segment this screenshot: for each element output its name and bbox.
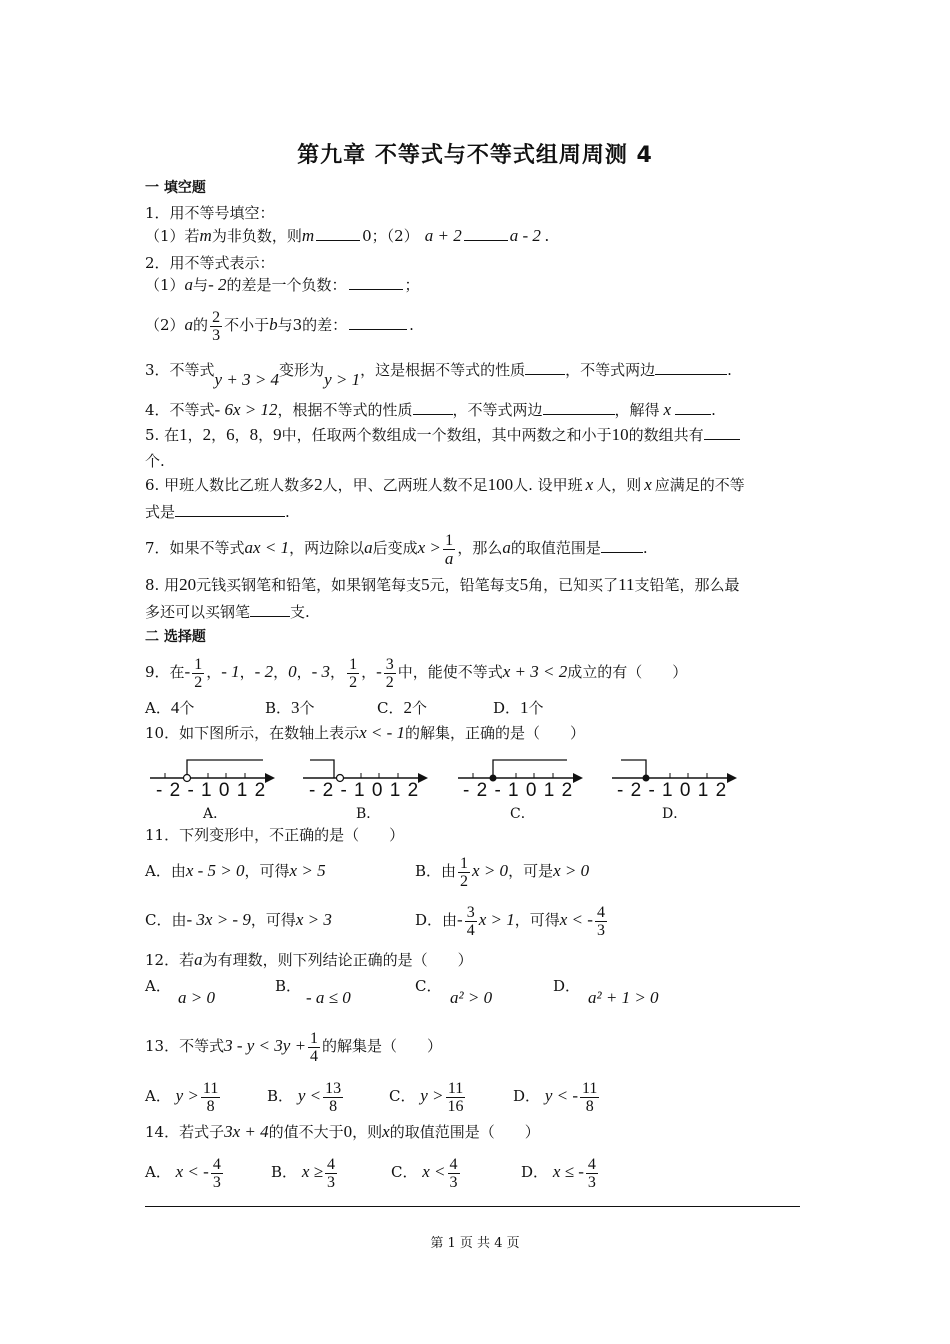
q3-text: . [727, 361, 732, 379]
q2-text: ； [404, 276, 420, 294]
q11-option-c[interactable]: C．由- 3x > - 9，可得x > 3 [145, 910, 332, 929]
q4 [145, 400, 716, 420]
fraction [210, 309, 222, 344]
num: 5 [421, 575, 430, 594]
q1-expr-right: a - 2 . [509, 226, 550, 245]
q8-text: 元，铅笔每支 [429, 576, 520, 594]
section-heading-choice: 二 选择题 [145, 629, 206, 645]
q12-exprs [178, 988, 659, 1008]
q4-text: . [711, 401, 716, 419]
num: 6 [226, 425, 235, 444]
blank [349, 329, 407, 330]
q10-expr: x < - 1 [359, 723, 406, 742]
num: 5 [519, 575, 529, 594]
q1-text: 为非负数，则 [211, 227, 302, 245]
q5-text: 的数组共有 [628, 426, 704, 444]
q14-option-d[interactable]: D． x ≤ - $\frac{4}{3}$ [521, 1155, 596, 1191]
q2-part1 [145, 275, 420, 295]
num: 2 [202, 425, 212, 444]
var-m: m [199, 226, 212, 245]
var-m: m [301, 226, 315, 245]
var-a: a [502, 538, 511, 557]
blank [464, 240, 508, 241]
q3-text: ，不等式两边 [565, 361, 656, 379]
q7-text: 的取值范围是 [510, 539, 601, 557]
num: 20 [179, 575, 197, 594]
q4-text: ，根据不等式的性质 [277, 401, 413, 419]
page-title: 第九章 不等式与不等式组周周测 4 [297, 143, 653, 168]
q9-options [145, 698, 544, 718]
q12-label-b: B． [275, 977, 302, 995]
section-heading-fill: 一 填空题 [145, 180, 206, 196]
q9-text: 中，能使不等式 [397, 663, 503, 681]
q12-stem: 12．若a为有理数，则下列结论正确的是（ ） [145, 950, 473, 969]
fraction: $\frac{1}{2}$ [349, 655, 358, 691]
q9-expr: x + 3 < 2 [502, 662, 568, 681]
q4-text: 4．不等式 [145, 401, 215, 419]
blank [704, 439, 740, 440]
fraction: $\frac{3}{2}$ [385, 655, 394, 691]
q2-text: 的差是一个负数： [226, 276, 347, 294]
q7-expr: ax < 1 [244, 538, 290, 557]
q2-neg2: - 2 [208, 275, 227, 294]
q6-text: . [285, 503, 290, 521]
num: 9 [273, 425, 282, 444]
q8-text: 角，已知买了 [528, 576, 619, 594]
q7-expr2: x > [417, 538, 441, 557]
q7-text: 后变成 [372, 539, 418, 557]
var-a: a [184, 315, 194, 334]
var-a: a [364, 538, 373, 557]
q6-line1 [145, 475, 745, 495]
q9-option-c[interactable]: C．2个 [377, 698, 427, 717]
q11-row1 [145, 850, 589, 892]
q14-option-b[interactable]: B． x ≥ $\frac{4}{3}$ [271, 1155, 335, 1191]
q5-line2: 个. [145, 452, 165, 470]
q11-option-a[interactable]: A．由x - 5 > 0，可得x > 5 [145, 861, 326, 880]
q3 [145, 353, 732, 387]
q13-options [145, 1074, 601, 1118]
q3-expr1: y + 3 > 4 [214, 370, 280, 389]
axis-label-b: - 2 - 1 0 1 2 [309, 780, 420, 801]
q6-text: 式是 [145, 503, 176, 521]
blank [601, 552, 643, 553]
fraction [443, 532, 456, 567]
q5-line1: 5. 在1，2，6，8，9中，任取两个数组成一个数组，其中两数之和小于10的数组共有 [145, 425, 740, 445]
axis-label-c: - 2 - 1 0 1 2 [463, 780, 574, 801]
q2-text: 的 [193, 316, 209, 334]
q10-text: 的解集，正确的是（ ） [405, 724, 586, 742]
blank [349, 289, 403, 290]
q1-stem: 1．用不等号填空： [145, 204, 275, 222]
blank [413, 414, 453, 415]
q6-text: 人，则 [596, 476, 642, 494]
q9-text: 成立的有（ ） [567, 663, 688, 681]
q9-option-a[interactable]: A．4个 [145, 698, 195, 717]
q2-text: 不小于 [224, 316, 270, 334]
blank [655, 374, 727, 375]
q2-stem: 2．用不等式表示： [145, 254, 275, 272]
q11-stem: 11．下列变形中，不正确的是（ ） [145, 826, 405, 844]
q6-text: 人. 设甲班 [513, 476, 583, 494]
num: 11 [618, 575, 635, 594]
var-x: x [644, 475, 652, 494]
q10-stem [145, 723, 585, 743]
page-footer: 第 1 页 共 4 页 [430, 1236, 520, 1251]
q12-option-c[interactable]: a² > 0 [450, 988, 493, 1007]
q6-line2 [145, 502, 290, 522]
q6-text: 6. 甲班人数比乙班人数多 [145, 476, 315, 494]
q8-text: 元钱买钢笔和铅笔，如果钢笔每支 [196, 576, 422, 594]
q14-stem: 14．若式子3x + 4的值不大于0，则x的取值范围是（ ） [145, 1122, 540, 1141]
q2-text: 的差： [302, 316, 348, 334]
var-a: a [184, 275, 194, 294]
q7 [145, 528, 648, 568]
blank [675, 414, 711, 415]
q8-text: 支铅笔，那么最 [634, 576, 740, 594]
q1-parts [145, 226, 549, 246]
q13-option-b[interactable]: B． y < $\frac{13}{8}$ [267, 1079, 342, 1115]
q3-text: 变形为 [279, 361, 325, 379]
q13-option-c[interactable]: C． y > $\frac{11}{16}$ [389, 1079, 464, 1115]
q1-text: 0；（2） [362, 227, 419, 245]
q12-label-d: D． [553, 977, 581, 995]
q12-label-a: A． [145, 977, 171, 995]
fraction: $\frac{1}{2}$ [194, 655, 203, 691]
var-a: a [194, 950, 203, 969]
q6-text: 人，甲、乙两班人数不足 [322, 476, 488, 494]
q12-label-c: C． [415, 977, 442, 995]
q14-option-a[interactable]: A． x < - $\frac{4}{3}$ [145, 1155, 221, 1191]
q13-stem: 13．不等式3 - y < 3y + $\frac{1}{4}$ 的解集是（ ） [145, 1029, 443, 1065]
blank [250, 616, 290, 617]
caption-d: D． [662, 806, 688, 822]
q8-line2 [145, 602, 310, 622]
q7-text: 7．如果不等式 [145, 539, 245, 557]
var-b: b [269, 315, 278, 334]
q2-text: （1） [145, 276, 185, 294]
q14-option-c[interactable]: C． x < $\frac{4}{3}$ [391, 1155, 458, 1191]
blank [525, 374, 565, 375]
q7-text: . [642, 539, 648, 557]
blank [175, 516, 285, 517]
q11-option-d[interactable]: D．由- $\frac{3}{4}$ x > 1，可得x < - $\frac{4}{3}$ [415, 903, 605, 939]
q14-options [145, 1150, 600, 1194]
q2-text: 与 [193, 276, 209, 294]
frac-num: 1 [445, 531, 454, 549]
q3-expr2: y > 1 [324, 370, 361, 389]
frac-num: 2 [212, 308, 221, 326]
q1-expr-left: a + 2 [424, 226, 462, 245]
num: 100 [487, 475, 514, 494]
q8-text: 多还可以买钢笔 [145, 603, 251, 621]
caption-c: C． [510, 806, 535, 822]
q11-option-b[interactable]: B．由 $\frac{1}{2}$ x > 0，可是x > 0 [415, 854, 590, 890]
q12-option-b[interactable]: - a ≤ 0 [306, 988, 351, 1007]
frac-den: 3 [212, 326, 221, 344]
num: 10 [611, 425, 629, 444]
q5-text: 中，任取两个数组成一个数组，其中两数之和小于 [281, 426, 612, 444]
q12-option-d[interactable]: a² + 1 > 0 [588, 988, 659, 1007]
q2-part2 [145, 306, 414, 344]
q10-text: 10．如下图所示，在数轴上表示 [145, 724, 360, 742]
q8-line1 [145, 575, 740, 595]
q9-option-b[interactable]: B．3个 [265, 698, 315, 717]
q7-text: ，那么 [457, 539, 503, 557]
caption-b: B． [356, 806, 381, 822]
q2-text: （2） [145, 316, 185, 334]
q2-text: 与 [277, 316, 293, 334]
num: 1 [179, 425, 188, 444]
caption-a: A． [203, 806, 228, 822]
q4-text: ，解得 [614, 401, 660, 419]
q12-option-a[interactable]: a > 0 [178, 988, 215, 1007]
q5-text: 5. 在 [145, 426, 180, 444]
q13-option-d[interactable]: D． y < - $\frac{11}{8}$ [513, 1079, 598, 1115]
frac-den: a [444, 548, 454, 568]
q9-stem: 9．在- $\frac{1}{2}$ ，- 1，- 2，0，- 3， $\frac{1}{2}$ ，- $\frac{3}{2}$ 中，能使不等式x + 3 < 2成立的有（ ） [145, 655, 688, 691]
axis-label-d: - 2 - 1 0 1 2 [617, 780, 728, 801]
q4-text: ，不等式两边 [452, 401, 543, 419]
q7-text: ，两边除以 [289, 539, 365, 557]
q11-row2 [145, 899, 609, 941]
q3-text: 3．不等式 [145, 361, 215, 379]
q6-text: 应满足的不等 [654, 476, 745, 494]
q4-expr: - 6x > 12 [214, 400, 278, 419]
num-3: 3 [292, 316, 303, 334]
q8-text: 支. [290, 603, 310, 621]
blank [543, 414, 615, 415]
num: 8 [249, 425, 259, 444]
q2-text: . [409, 316, 414, 334]
q3-text: ，这是根据不等式的性质 [360, 361, 526, 379]
q1-text: （1）若 [145, 227, 200, 245]
blank [316, 240, 360, 241]
var-x: x [663, 400, 672, 419]
num: 2 [314, 475, 323, 494]
q8-text: 8. 用 [145, 576, 180, 594]
footer-divider [145, 1206, 800, 1207]
axis-label-a: - 2 - 1 0 1 2 [156, 780, 267, 801]
q13-option-a[interactable]: A． y > $\frac{11}{8}$ [145, 1079, 219, 1115]
q9-option-d[interactable]: D．1个 [493, 698, 544, 717]
q9-text: 9．在 [145, 663, 185, 681]
var-x: x [585, 475, 594, 494]
